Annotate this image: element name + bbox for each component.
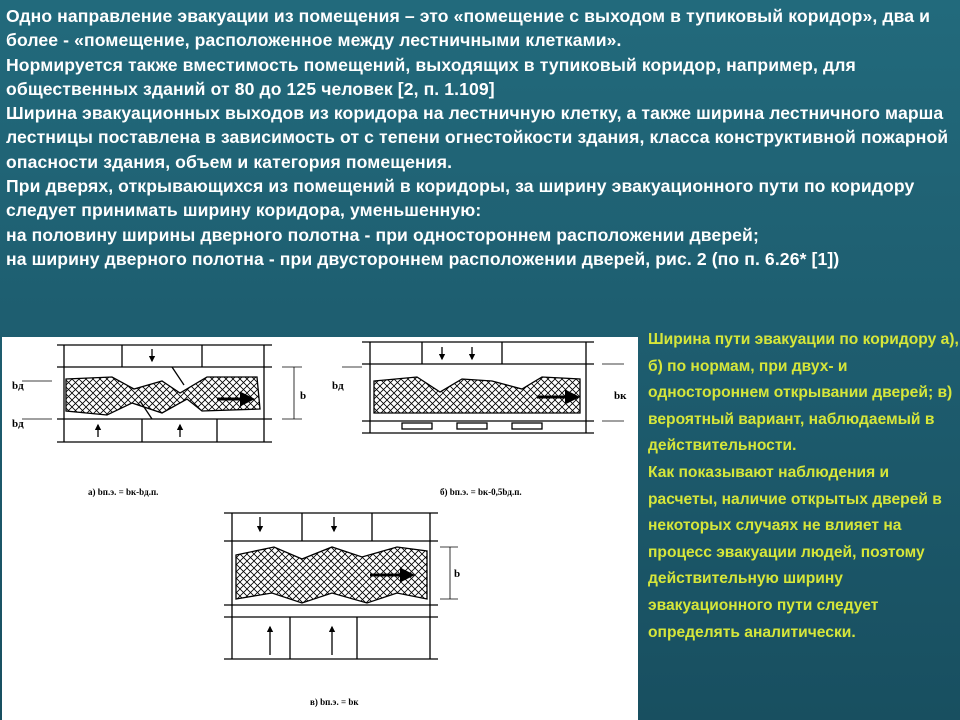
diagram-c-label-right: b [454,568,461,580]
diagram-a [22,345,302,442]
side-paragraph-norms: Ширина пути эвакуации по коридору а), б) по нормам, при двух- и одностороннем открывании дверей; в) вероятный вариант, наблюдаемый в действительности. [648,331,959,455]
main-text-block [6,4,954,271]
paragraph-one-side-doors: на половину ширины дверного полотна - при одностороннем расположении дверей; [6,224,759,245]
paragraph-evacuation-directions: Одно направление эвакуации из помещения – это «помещение с выходом в тупиковый коридор», два и более - «помещение, расположенное между лестничными клетками». [6,6,931,51]
side-explanation [642,327,960,720]
diagram-a-caption: а) bп.э. = bк-bд.п. [88,487,159,497]
paragraph-two-side-doors: на ширину дверного полотна - при двустороннем расположении дверей, рис. 2 (по п. 6.26* [1]) [6,248,840,269]
paragraph-room-capacity: Нормируется также вместимость помещений, выходящих в тупиковый коридор, например, для общественных зданий от 80 до 125 человек [2, п. 1.109] [6,54,856,99]
corridor-diagrams-svg [2,337,638,720]
diagram-b [342,342,624,433]
paragraph-exit-width: Ширина эвакуационных выходов из коридора на лестничную клетку, а также ширина лестничного марша лестницы поставлена в зависимость от с тепени огнестойкости здания, класса конструктивной пожарной опасности здания, объем и категория помещения. [6,103,949,172]
corridor-diagrams-figure [2,337,638,720]
diagram-a-label-top: bд [12,380,24,392]
side-paragraph-observations: Как показывают наблюдения и расчеты, наличие открытых дверей в некоторых случаях не влияет на процесс эвакуации людей, поэтому действительную ширину эвакуационного пути следует определять аналитически. [648,463,942,641]
diagram-b-label-right: bк [614,390,627,402]
diagram-c [224,513,461,659]
diagram-b-label-left: bд [332,380,344,392]
paragraph-door-rule: При дверях, открывающихся из помещений в коридоры, за ширину эвакуационного пути по коридору следует принимать ширину коридора, уменьшенную: [6,176,915,221]
diagram-c-caption: в) bп.э. = bк [310,697,359,707]
diagram-b-caption: б) bп.э. = bк-0,5bд.п. [440,487,522,497]
diagram-a-label-bottom: bд [12,418,24,430]
diagram-a-label-right: b [300,390,307,402]
